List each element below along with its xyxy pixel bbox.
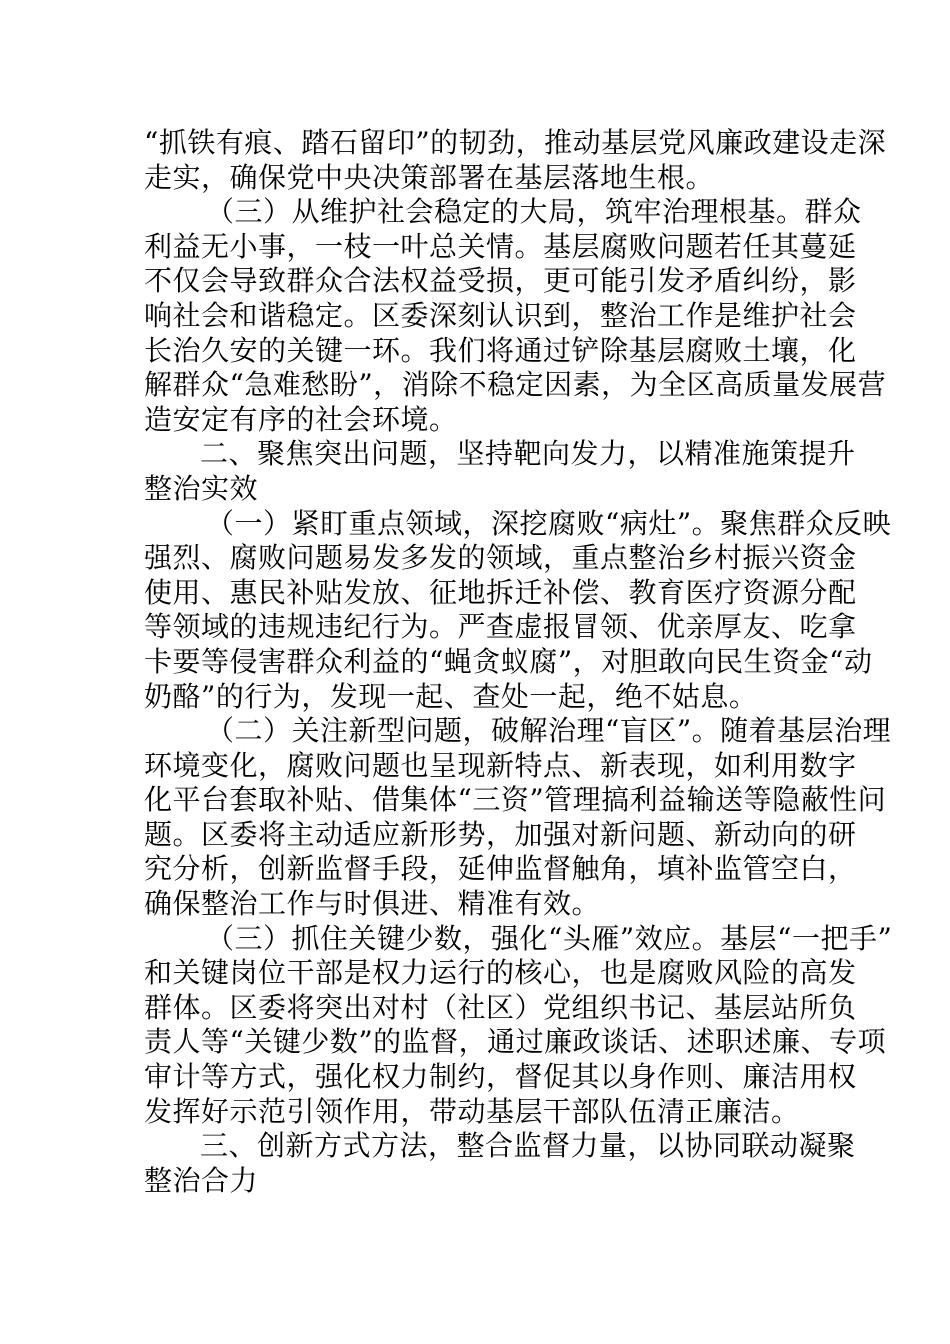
section-heading-continued: 整治合力: [144, 1163, 259, 1197]
text-line: 长治久安的关键一环。我们将通过铲除基层腐败土壤，化: [144, 333, 857, 367]
text-line: 究分析，创新监督手段，延伸监督触角，填补监管空白，: [144, 852, 857, 886]
text-line: 卡要等侵害群众利益的“蝇贪蚁腐”，对胆敢向民生资金“动: [144, 644, 873, 678]
section-heading-continued: 整治实效: [144, 471, 259, 505]
text-line: 确保整治工作与时俱进、精准有效。: [144, 887, 601, 921]
document-body: [144, 126, 893, 1198]
text-line: “抓铁有痕、踏石留印”的韧劲，推动基层党风廉政建设走深: [144, 126, 887, 159]
text-line: 奶酪”的行为，发现一起、查处一起，绝不姑息。: [144, 679, 758, 713]
text-line: 责人等“关键少数”的监督，通过廉政谈话、述职述廉、专项: [144, 1025, 887, 1059]
text-line: 利益无小事，一枝一叶总关情。基层腐败问题若任其蔓延: [144, 229, 857, 263]
text-line: 强烈、腐败问题易发多发的领域，重点整治乡村振兴资金: [144, 541, 857, 575]
section-heading: 二、聚焦突出问题，坚持靶向发力，以精准施策提升: [200, 437, 856, 471]
text-line: 群体。区委将突出对村（社区）党组织书记、基层站所负: [144, 990, 857, 1024]
text-line: 响社会和谐稳定。区委深刻认识到，整治工作是维护社会: [144, 298, 857, 332]
text-line: 等领域的违规违纪行为。严查虚报冒领、优亲厚友、吃拿: [144, 610, 857, 644]
text-line: 审计等方式，强化权力制约，督促其以身作则、廉洁用权: [144, 1060, 857, 1094]
text-line: 不仅会导致群众合法权益受损，更可能引发矛盾纠纷，影: [144, 264, 857, 298]
paragraph-start: （三）抓住关键少数，强化“头雁”效应。基层“一把手”: [206, 921, 893, 955]
text-line: 发挥好示范引领作用，带动基层干部队伍清正廉洁。: [144, 1094, 800, 1128]
text-line: 和关键岗位干部是权力运行的核心，也是腐败风险的高发: [144, 956, 857, 990]
paragraph-start: （二）关注新型问题，破解治理“盲区”。随着基层治理: [206, 714, 892, 748]
paragraph-start: （一）紧盯重点领域，深挖腐败“病灶”。聚焦群众反映: [206, 506, 892, 540]
text-line: 化平台套取补贴、借集体“三资”管理搞利益输送等隐蔽性问: [144, 783, 887, 817]
text-line: 题。区委将主动适应新形势，加强对新问题、新动向的研: [144, 817, 857, 851]
text-line: 解群众“急难愁盼”，消除不稳定因素，为全区高质量发展营: [144, 368, 887, 402]
text-line: 环境变化，腐败问题也呈现新特点、新表现，如利用数字: [144, 748, 857, 782]
text-line: 使用、惠民补贴发放、征地拆迁补偿、教育医疗资源分配: [144, 575, 857, 609]
section-heading: 三、创新方式方法，整合监督力量，以协同联动凝聚: [200, 1129, 856, 1163]
paragraph-start: （三）从维护社会稳定的大局，筑牢治理根基。群众: [206, 195, 862, 229]
text-line: 走实，确保党中央决策部署在基层落地生根。: [144, 160, 715, 194]
text-line: 造安定有序的社会环境。: [144, 402, 458, 436]
